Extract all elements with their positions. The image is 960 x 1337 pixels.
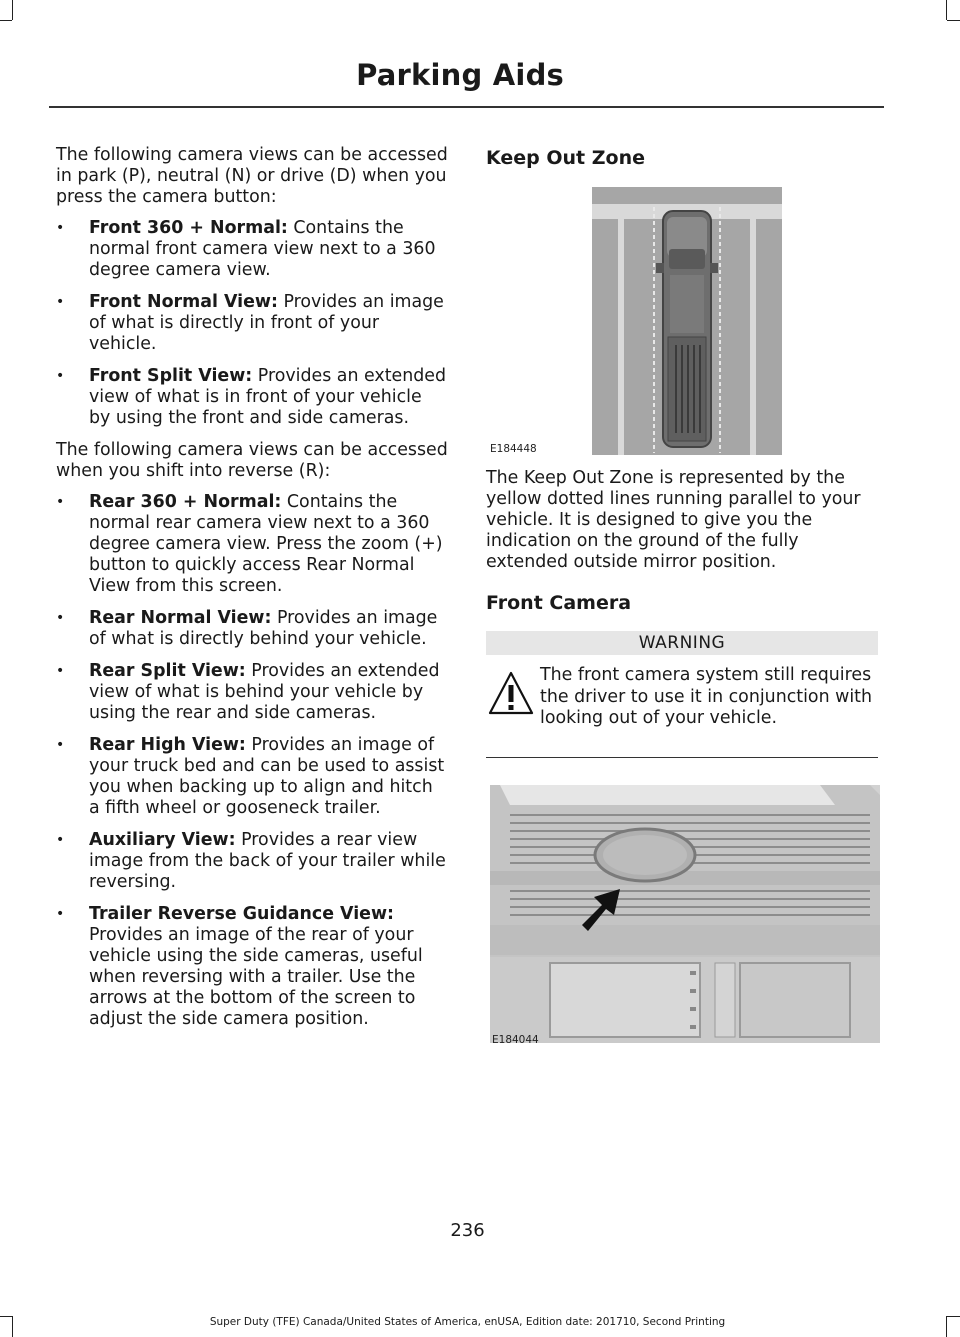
front-camera-heading: Front Camera (486, 592, 632, 614)
view-description: Provides an extended view of what is in front of your vehicle by using the front and side cameras. (89, 366, 447, 428)
view-description: Provides a rear view image from the back of your trailer while reversing. (89, 830, 446, 892)
warning-divider (486, 757, 878, 758)
view-description: Provides an image of your truck bed and can be used to assist you when backing up to align and hitch a fifth wheel or gooseneck trailer. (89, 735, 445, 818)
crop-mark (12, 0, 13, 20)
keep-out-zone-paragraph: The Keep Out Zone is represented by the yellow dotted lines running parallel to your vehicle. It is designed to give you the indication on the ground of the fully extended outside mirror position. (486, 468, 861, 572)
front-grille-camera-illustration (490, 785, 880, 1043)
view-term: Trailer Reverse Guidance View: (89, 904, 394, 924)
view-description: Contains the normal rear camera view next to a 360 degree camera view. Press the zoom (+) button to quickly access Rear Normal View from this screen. (89, 492, 443, 596)
view-description: Provides an extended view of what is behind your vehicle by using the rear and side cameras. (89, 661, 440, 723)
keep-out-zone-illustration (592, 187, 782, 455)
list-item (56, 608, 448, 650)
warning-triangle-icon (486, 665, 536, 729)
view-description: Provides an image of what is directly in front of your vehicle. (89, 292, 444, 354)
view-term: Front 360 + Normal: (89, 218, 288, 238)
title-divider (49, 106, 884, 108)
warning-block (486, 665, 880, 730)
view-description: Provides an image of the rear of your vehicle using the side cameras, useful when reversing with a trailer. Use the arrows at the bottom of the screen to adjust the side camera position. (89, 925, 423, 1029)
crop-mark (947, 20, 960, 21)
reverse-views-list (56, 492, 448, 1030)
footer-text: Super Duty (TFE) Canada/United States of America, enUSA, Edition date: 201710, Second Printing (209, 1316, 726, 1328)
view-term: Front Normal View: (89, 292, 278, 312)
intro-reverse-paragraph: The following camera views can be accessed when you shift into reverse (R): (56, 440, 448, 481)
warning-banner: WARNING (486, 631, 878, 655)
forward-views-list (56, 218, 448, 429)
view-term: Front Split View: (89, 366, 253, 386)
list-item (56, 661, 448, 724)
list-item (56, 218, 448, 281)
view-term: Rear 360 + Normal: (89, 492, 282, 512)
warning-text: The front camera system still requires the driver to use it in conjunction with looking out of your vehicle. (540, 665, 873, 728)
crop-mark (946, 0, 947, 20)
page-title: Parking Aids (356, 58, 564, 92)
list-item (56, 492, 448, 597)
crop-mark (0, 20, 12, 21)
list-item (56, 830, 448, 893)
left-column (56, 145, 448, 1041)
view-term: Rear Split View: (89, 661, 246, 681)
figure-code: E184448 (490, 443, 537, 455)
view-term: Rear Normal View: (89, 608, 272, 628)
crop-mark (947, 1316, 960, 1317)
list-item (56, 735, 448, 819)
view-term: Auxiliary View: (89, 830, 236, 850)
view-term: Rear High View: (89, 735, 246, 755)
view-description: Provides an image of what is directly behind your vehicle. (89, 608, 438, 649)
intro-forward-paragraph: The following camera views can be accessed in park (P), neutral (N) or drive (D) when you press the camera button: (56, 145, 448, 207)
page-number: 236 (450, 1220, 485, 1241)
keep-out-zone-heading: Keep Out Zone (486, 147, 645, 169)
list-item (56, 904, 448, 1030)
figure-code: E184044 (492, 1034, 539, 1046)
view-description: Contains the normal front camera view next to a 360 degree camera view. (89, 218, 436, 280)
list-item (56, 366, 448, 429)
list-item (56, 292, 448, 355)
crop-mark (946, 1316, 947, 1337)
